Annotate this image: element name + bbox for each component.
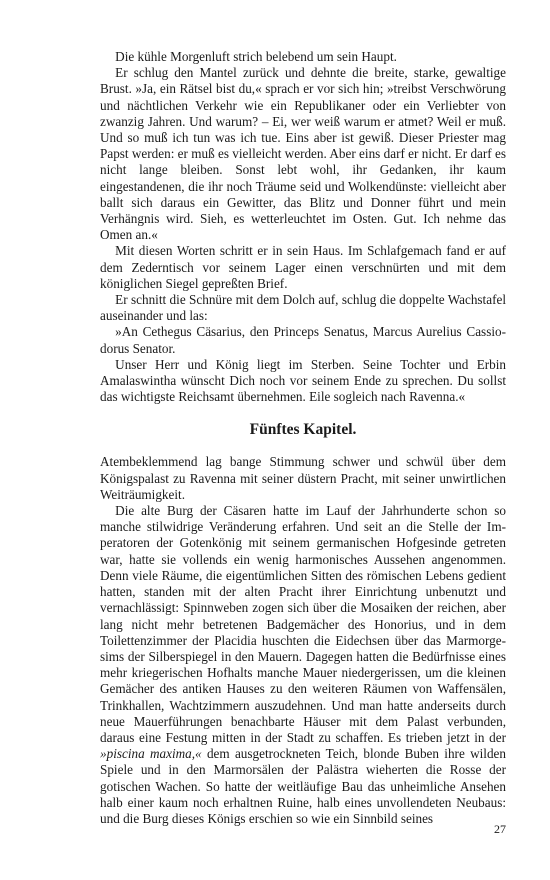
- paragraph: Mit diesen Worten schritt er in sein Haus. Im Schlafgemach fand er auf dem Zederntisch vor seinem Lager einen verschnürten und mit dem königlichen Siegel gepreßten Brief.: [100, 243, 506, 291]
- paragraph-text: Die alte Burg der Cäsaren hatte im Lauf der Jahrhunderte schon so manche stilwidrige Veränderung erfahren. Und seit an die Stelle der Imperatoren der Gotenkönig mit seinem germanischen Hofgesinde getreten war, hatte sie vollends ein wenig harmonisches Aussehen angenommen. Denn viele Räume, die eigentümlichen Sitten des römischen Lebens gedient hatten, standen mit der alten Pracht ihrer Einrichtung unbenutzt und vernachlässigt: Spinnweben zogen sich über die Mosaiken der reichen, aber lang nicht mehr betretenen Badgemächer des Honorius, und in dem Toilettenzimmer der Placidia huschten die Eidechsen über das Marmorgesims der Silberspiegel in den Mauern. Dagegen hatten die Bedürfnisse eines mehr kriegerischen Hofhalts manche Mauer niedergerissen, um die kleinen Gemächer des antiken Hauses zu den weiteren Räumen von Waffensälen, Trinkhallen, Wachtzimmern auszudehnen. Und man hatte anderseits durch neue Mauerführungen benachbarte Häuser mit dem Palast verbunden, daraus eine Festung mitten in der Stadt zu schaffen. Es trieben jetzt in der: [100, 503, 506, 745]
- text-block-before-chapter: [100, 49, 506, 405]
- text-block-chapter: [100, 454, 506, 827]
- paragraph-text: dem ausgetrockneten Teich, blonde Buben ihre wilden Spiele und in den Marmorsälen der Palästra wieherten die Rosse der gotischen Wachen. So hatte der weitläufige Bau das unheimliche Ansehen halb einer kaum noch erhaltnen Ruine, halb eines unvollendeten Neubaus: und die Burg dieses Königs erschien so wie ein Sinnbild seines: [100, 746, 506, 826]
- paragraph: Er schlug den Mantel zurück und dehnte die breite, starke, gewaltige Brust. »Ja, ein Rätsel bist du,« sprach er vor sich hin; »treibst Verschwörung und nächtlichen Verkehr wie ein Republikaner oder ein Verliebter von zwanzig Jahren. Und warum? – Ei, wer weiß warum er atmet? Weil er muß. Und so muß ich tun was ich tue. Eins aber ist gewiß. Dieser Priester mag Papst werden: er muß es vielleicht werden. Aber eins darf er nicht. Er darf es nicht lange bleiben. Sonst lebt wohl, ihr Gedanken, ihr kaum eingestandenen, die ihr noch Träume seid und Wolkendünste: vielleicht aber ballt sich daraus ein Gewitter, das Blitz und Donner führt und mein Verhängnis wird. Sieh, es wetterleuchtet im Osten. Gut. Ich nehme das Omen an.«: [100, 65, 506, 243]
- paragraph: Atembeklemmend lag bange Stimmung schwer und schwül über dem Königspalast zu Ravenna mit seiner düstern Pracht, mit seiner unwirtlichen Weiträumigkeit.: [100, 454, 506, 502]
- book-page: [100, 49, 506, 827]
- paragraph: [100, 503, 506, 827]
- page-number: 27: [494, 822, 506, 836]
- paragraph: Unser Herr und König liegt im Sterben. Seine Tochter und Erbin Amalaswintha wünscht Dich noch vor seinem Ende zu sprechen. Du sollst das wichtigste Reichsamt übernehmen. Eile sogleich nach Ravenna.«: [100, 356, 506, 405]
- paragraph: »An Cethegus Cäsarius, den Princeps Senatus, Marcus Aurelius Cassiodorus Senator.: [100, 324, 506, 356]
- chapter-heading: Fünftes Kapitel.: [249, 421, 357, 439]
- italic-phrase: »piscina maxima,«: [100, 746, 202, 762]
- paragraph: Er schnitt die Schnüre mit dem Dolch auf, schlug die doppelte Wachstafel auseinander und las:: [100, 292, 506, 324]
- paragraph: Die kühle Morgenluft strich belebend um sein Haupt.: [115, 49, 397, 64]
